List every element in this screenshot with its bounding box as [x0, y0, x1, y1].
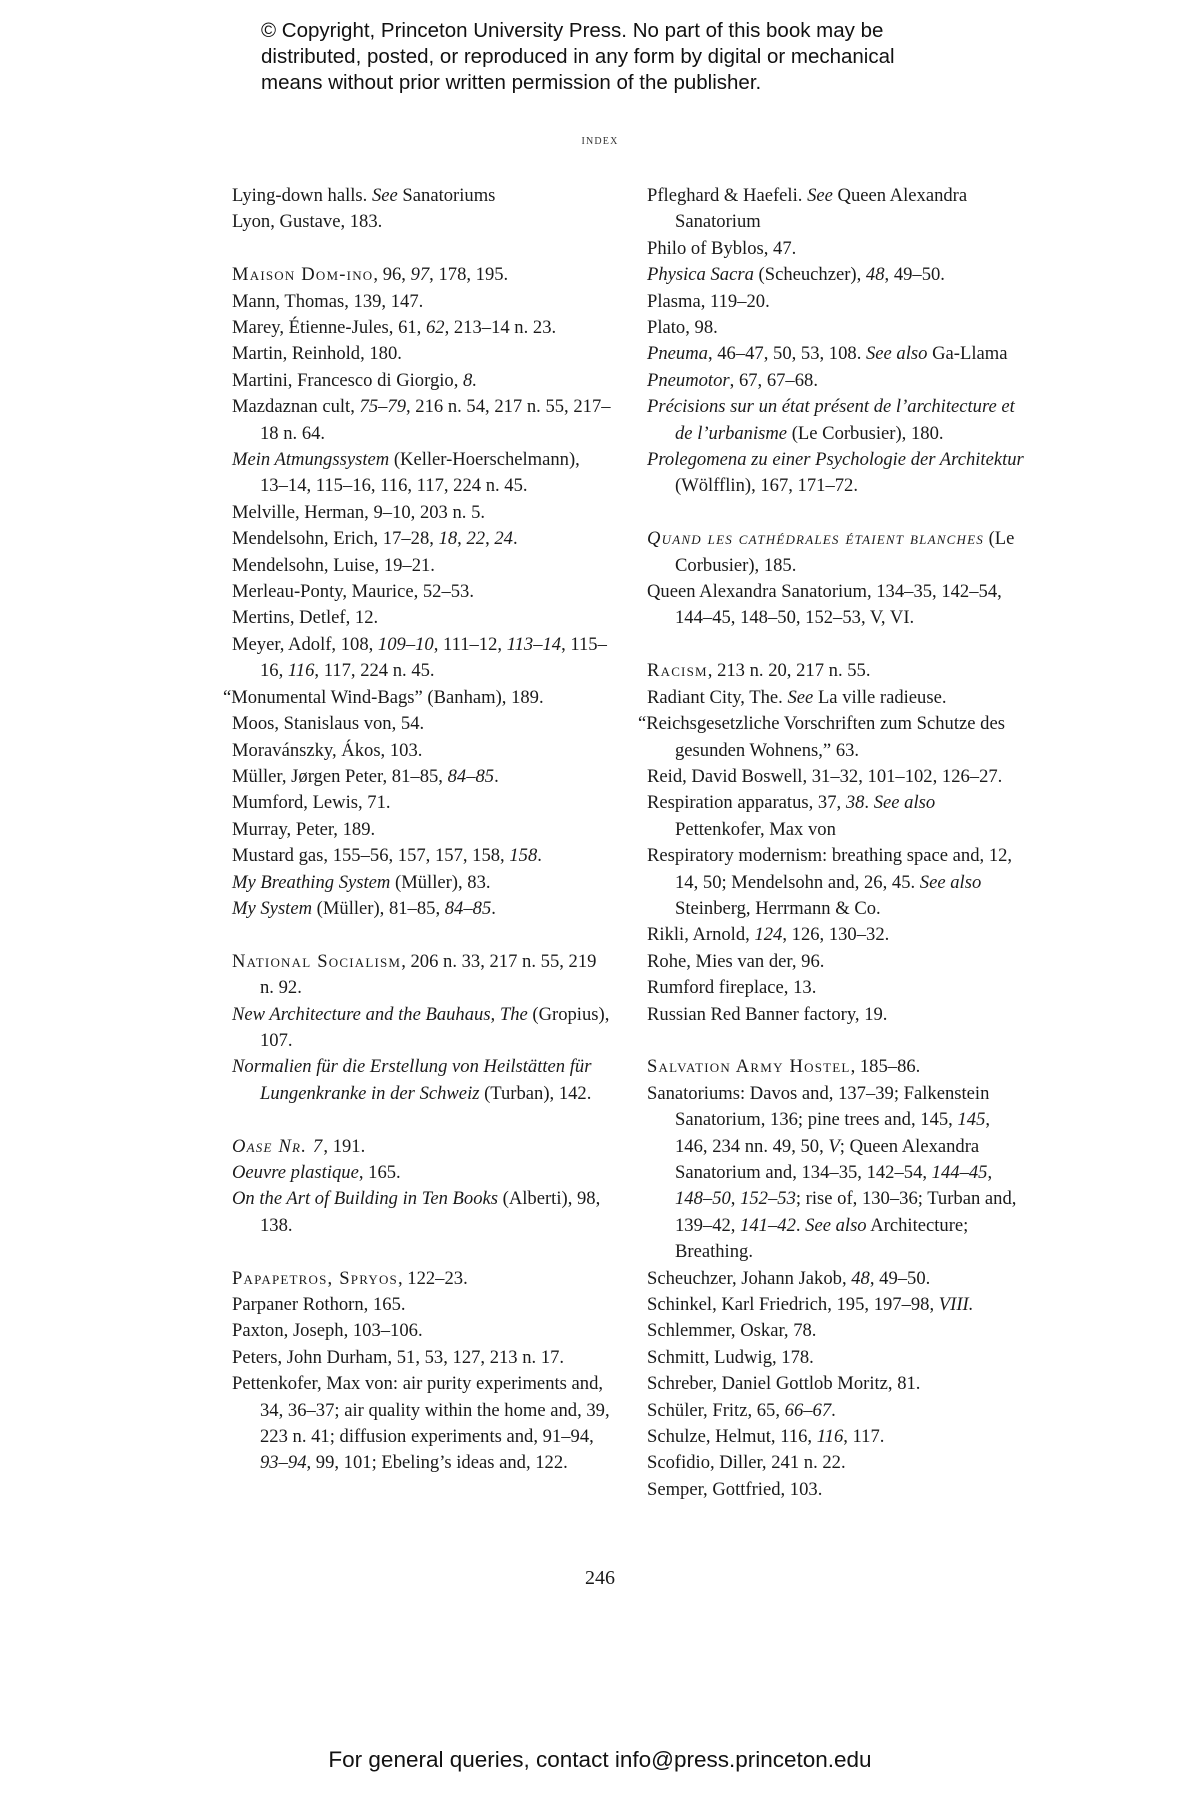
entry-text: Respiration apparatus, 37, — [647, 792, 846, 814]
index-entry — [232, 1134, 612, 1160]
entry-text: Pettenkofer, Max von: air purity experiments and, 34, 36–37; air quality within the home and, 39, 223 n. 41; diffusion experiments and, 91–94, — [232, 1373, 610, 1448]
entry-text: , 49–50. — [869, 1267, 931, 1289]
entry-text: Meyer, Adolf, 108, — [232, 633, 378, 655]
italic-text: 124 — [754, 924, 783, 946]
italic-text: Pneuma — [647, 343, 708, 365]
entry-text: Schlemmer, Oskar, 78. — [647, 1320, 817, 1342]
index-entry — [647, 1292, 1027, 1318]
entry-text: Ga-Llama — [927, 343, 1008, 365]
index-entry — [232, 1292, 612, 1318]
copyright-line: © Copyright, Princeton University Press. No part of this book may be — [261, 19, 884, 42]
entry-text: Radiant City, The. — [647, 686, 788, 708]
entry-text: Schinkel, Karl Friedrich, 195, 197–98, — [647, 1294, 939, 1316]
entry-text: Mazdaznan cult, — [232, 396, 360, 418]
entry-text: , 185–86. — [850, 1056, 921, 1078]
entry-text: , 216 n. 54, 217 n. 55, 217–18 n. 64. — [260, 396, 611, 444]
index-entry — [647, 1398, 1027, 1424]
index-heading-term: Papapetros, Spryos — [232, 1267, 398, 1289]
index-entry — [647, 685, 1027, 711]
entry-text: Mendelsohn, Luise, 19–21. — [232, 554, 435, 576]
italic-text: Précisions sur un état présent de l’architecture et de l’urbanisme — [647, 396, 1015, 444]
entry-text: . — [795, 1214, 806, 1236]
entry-text: Rumford fireplace, 13. — [647, 977, 817, 999]
italic-text: See also — [873, 792, 936, 814]
index-heading-term: Oase Nr. 7 — [232, 1135, 324, 1157]
index-entry — [232, 262, 612, 288]
italic-text: Oeuvre plastique — [232, 1161, 359, 1183]
section-gap — [232, 236, 612, 262]
index-entry — [647, 289, 1027, 315]
entry-text: Rikli, Arnold, — [647, 924, 755, 946]
entry-text: (Le Corbusier), 185. — [675, 528, 1015, 576]
index-entry — [232, 632, 612, 685]
index-entry — [647, 1266, 1027, 1292]
entry-text: (Alberti), 98, 138. — [260, 1188, 601, 1236]
entry-text: , 96, — [373, 264, 411, 286]
index-entry — [232, 1160, 612, 1186]
entry-text: “Reichsgesetzliche Vorschriften zum Schutze des gesunden Wohnens,” 63. — [638, 713, 1005, 761]
index-entry — [232, 817, 612, 843]
entry-text: , — [730, 1188, 741, 1210]
index-entry — [232, 605, 612, 631]
index-entry — [647, 843, 1027, 922]
entry-text: Müller, Jørgen Peter, 81–85, — [232, 765, 448, 787]
index-entry — [647, 764, 1027, 790]
index-entry — [232, 289, 612, 315]
index-entry — [232, 1371, 612, 1477]
italic-text: Physica Sacra — [647, 264, 754, 286]
section-gap — [647, 1028, 1027, 1054]
index-entry — [647, 975, 1027, 1001]
entry-text: Sanatoriums — [397, 185, 496, 206]
entry-text: , 126, 130–32. — [782, 924, 890, 946]
entry-text: Mustard gas, 155–56, 157, 157, 158, — [232, 845, 510, 867]
index-entry — [647, 1054, 1027, 1080]
entry-text: , — [987, 1161, 993, 1183]
italic-text: See also — [919, 871, 982, 893]
entry-text: , 46–47, 50, 53, 108. — [707, 343, 866, 365]
entry-text: (Müller), 83. — [390, 871, 491, 893]
entry-text: . — [491, 897, 496, 919]
entry-text: , 191. — [323, 1135, 366, 1157]
entry-text: Murray, Peter, 189. — [232, 818, 376, 840]
italic-text: 75–79 — [359, 396, 406, 418]
italic-text: On the Art of Building in Ten Books — [232, 1188, 498, 1210]
index-entry — [647, 315, 1027, 341]
index-entry — [232, 764, 612, 790]
italic-text: 84–85 — [447, 765, 495, 787]
entry-text: Martin, Reinhold, 180. — [232, 343, 402, 365]
index-heading-term: Salvation Army Hostel — [647, 1056, 851, 1078]
italic-text: 148–50 — [675, 1188, 731, 1210]
index-entry — [647, 368, 1027, 394]
index-entry — [647, 236, 1027, 262]
entry-text: Lying-down halls. — [232, 185, 372, 206]
index-entry — [232, 711, 612, 737]
entry-text: Reid, David Boswell, 31–32, 101–102, 126–27. — [647, 765, 1003, 787]
entry-text: , 178, 195. — [429, 264, 509, 286]
entry-text: , 117. — [843, 1426, 885, 1448]
entry-text: (Keller-Hoerschelmann), 13–14, 115–16, 116, 117, 224 n. 45. — [260, 449, 580, 497]
entry-text: Mertins, Detlef, 12. — [232, 607, 379, 629]
italic-text: See also — [805, 1214, 867, 1236]
running-head-label: index — [581, 132, 619, 148]
entry-text: Plato, 98. — [647, 317, 718, 339]
index-entry — [232, 738, 612, 764]
entry-text: . — [494, 765, 499, 787]
entry-text: , 213–14 n. 23. — [444, 317, 557, 339]
index-entry — [647, 526, 1027, 579]
entry-text: Schüler, Fritz, 65, — [647, 1399, 785, 1421]
entry-text: Architecture; Breathing. — [675, 1214, 969, 1263]
index-entry — [232, 896, 612, 922]
index-entry — [647, 341, 1027, 367]
entry-text: , 99, 101; Ebeling’s ideas and, 122. — [306, 1452, 568, 1474]
entry-text: , 111–12, — [433, 633, 507, 655]
italic-text: See — [371, 185, 398, 206]
index-entry — [232, 1054, 612, 1107]
entry-text: Martini, Francesco di Giorgio, — [232, 369, 464, 391]
italic-text: My Breathing System — [232, 871, 391, 893]
index-entry — [647, 447, 1027, 500]
entry-text: , 206 n. 33, 217 n. 55, 219 n. 92. — [260, 950, 597, 999]
italic-text: Prolegomena zu einer Psychologie der Architektur — [647, 449, 1024, 471]
index-entry — [232, 341, 612, 367]
italic-text: My System — [232, 897, 313, 919]
italic-text: Pneumotor — [647, 369, 730, 391]
entry-text: (Gropius), 107. — [260, 1003, 610, 1051]
italic-text: Mein Atmungssystem — [232, 449, 390, 471]
entry-text: , — [457, 528, 467, 550]
entry-text: Marey, Étienne-Jules, 61, — [232, 317, 426, 339]
copyright-notice — [261, 18, 981, 96]
entry-text: Melville, Herman, 9–10, 203 n. 5. — [232, 501, 486, 523]
italic-text: 8. — [463, 369, 477, 391]
running-head — [0, 132, 1200, 149]
entry-text: , 213 n. 20, 217 n. 55. — [707, 660, 871, 682]
index-entry — [647, 262, 1027, 288]
index-entry — [232, 579, 612, 605]
index-entry — [232, 1002, 612, 1055]
index-entry — [647, 949, 1027, 975]
index-column-left — [223, 183, 612, 1477]
italic-text: 48 — [865, 264, 885, 286]
entry-text: Scofidio, Diller, 241 n. 22. — [647, 1452, 846, 1474]
copyright-line: means without prior written permission of the publisher. — [261, 71, 762, 94]
entry-text: (Müller), 81–85, — [312, 897, 445, 919]
index-entry — [647, 579, 1027, 632]
entry-text: (Turban), 142. — [479, 1082, 592, 1104]
copyright-line: distributed, posted, or reproduced in any form by digital or mechanical — [261, 45, 895, 68]
index-entry — [647, 183, 1027, 236]
index-entry — [232, 1345, 612, 1371]
index-entry — [232, 553, 612, 579]
italic-text: 62 — [425, 317, 445, 339]
italic-text: 18 — [438, 528, 458, 550]
entry-text: Lyon, Gustave, 183. — [232, 211, 383, 233]
section-gap — [232, 1239, 612, 1265]
index-entry — [647, 1318, 1027, 1344]
italic-text: See — [807, 185, 833, 206]
index-entry — [232, 368, 612, 394]
italic-text: See also — [865, 343, 928, 365]
index-entry — [232, 447, 612, 500]
entry-text: Russian Red Banner factory, 19. — [647, 1003, 888, 1025]
italic-text: 93–94 — [260, 1452, 307, 1474]
section-gap — [232, 922, 612, 948]
entry-text: Sanatoriums: Davos and, 137–39; Falkenstein Sanatorium, 136; pine trees and, 145, — [647, 1082, 990, 1131]
entry-text: . — [864, 792, 874, 814]
entry-text: , 117, 224 n. 45. — [314, 660, 435, 682]
index-heading-term: Racism — [647, 660, 708, 682]
entry-text: Scheuchzer, Johann Jakob, — [647, 1267, 852, 1289]
index-entry — [647, 922, 1027, 948]
index-entry — [638, 711, 1027, 764]
entry-text: “Monumental Wind-Bags” (Banham), 189. — [223, 686, 544, 708]
index-entry — [232, 790, 612, 816]
entry-text: Rohe, Mies van der, 96. — [647, 950, 825, 972]
index-entry — [232, 183, 612, 209]
index-entry — [232, 209, 612, 235]
italic-text: 66–67 — [784, 1399, 832, 1421]
italic-text: 109–10 — [377, 633, 434, 655]
index-entry — [232, 1266, 612, 1292]
index-heading-term: Quand les cathédrales étaient blanches — [647, 528, 984, 550]
entry-text: Mendelsohn, Erich, 17–28, — [232, 528, 439, 550]
entry-text: Semper, Gottfried, 103. — [647, 1478, 823, 1500]
italic-text: 84–85 — [444, 897, 492, 919]
entry-text: Steinberg, Herrmann & Co. — [675, 897, 881, 919]
italic-text: See — [787, 686, 814, 708]
index-entry — [232, 949, 612, 1002]
italic-text: 48 — [851, 1267, 870, 1289]
entry-text: Pettenkofer, Max von — [675, 818, 836, 840]
index-entry — [232, 500, 612, 526]
italic-text: 38 — [845, 792, 865, 814]
index-entry — [232, 1318, 612, 1344]
italic-text: Normalien für die Erstellung von Heilstätten für Lungenkranke in der Schweiz — [232, 1056, 592, 1104]
entry-text: Queen Alexandra Sanatorium, 134–35, 142–54, 144–45, 148–50, 152–53, V, VI. — [647, 581, 1002, 629]
entry-text: Moravánszky, Ákos, 103. — [232, 739, 423, 761]
index-entry — [647, 1081, 1027, 1266]
index-column-right — [638, 183, 1027, 1503]
entry-text: Schmitt, Ludwig, 178. — [647, 1346, 814, 1368]
entry-text: Philo of Byblos, 47. — [647, 237, 797, 259]
entry-text: Mann, Thomas, 139, 147. — [232, 290, 424, 312]
entry-text: , 115–16, — [260, 633, 607, 682]
entry-text: Respiratory modernism: breathing space and, 12, 14, 50; Mendelsohn and, 26, 45. — [647, 845, 1013, 893]
index-entry — [647, 1424, 1027, 1450]
entry-text: ; Queen Alexandra Sanatorium and, 134–35, 142–54, — [675, 1135, 980, 1183]
entry-text: . — [537, 845, 542, 867]
entry-text: ; rise of, 130–36; Turban and, 139–42, — [675, 1188, 1017, 1236]
entry-text: , 67, 67–68. — [729, 369, 818, 391]
italic-text: 116 — [287, 660, 315, 682]
italic-text: 97 — [410, 264, 430, 286]
entry-text: . — [512, 528, 518, 550]
entry-text: (Scheuchzer), — [753, 264, 866, 286]
italic-text: 24 — [494, 528, 513, 550]
footer-contact: For general queries, contact info@press.princeton.edu — [328, 1747, 872, 1772]
index-entry — [647, 1450, 1027, 1476]
italic-text: 22 — [466, 528, 486, 550]
italic-text: VIII. — [938, 1294, 974, 1316]
index-entry — [232, 870, 612, 896]
entry-text: Plasma, 119–20. — [647, 290, 770, 312]
italic-text: 152–53 — [740, 1188, 796, 1210]
entry-text: (Wölfflin), 167, 171–72. — [675, 475, 858, 497]
page-number: 246 — [585, 1567, 615, 1589]
italic-text: 141–42 — [740, 1214, 796, 1236]
entry-text: Schreber, Daniel Gottlob Moritz, 81. — [647, 1373, 921, 1395]
index-entry — [647, 1477, 1027, 1503]
index-entry — [647, 1002, 1027, 1028]
entry-text: . — [831, 1399, 836, 1421]
entry-text: , 146, 234 nn. 49, 50, — [675, 1109, 991, 1157]
section-gap — [647, 632, 1027, 658]
entry-text: Peters, John Durham, 51, 53, 127, 213 n. 17. — [232, 1346, 565, 1368]
italic-text: 144–45 — [931, 1161, 988, 1183]
entry-text: Queen Alexandra Sanatorium — [675, 185, 968, 233]
italic-text: 145 — [957, 1109, 986, 1131]
italic-text: 113–14 — [506, 633, 562, 655]
index-entry — [232, 315, 612, 341]
entry-text: Parpaner Rothorn, 165. — [232, 1294, 406, 1315]
section-gap — [232, 1107, 612, 1133]
index-entry — [647, 394, 1027, 447]
index-entry — [232, 394, 612, 447]
index-entry — [223, 685, 612, 711]
index-heading-term: Maison Dom-ino — [232, 264, 374, 286]
entry-text: , 49–50. — [884, 264, 945, 286]
index-entry — [647, 790, 1027, 843]
italic-text: New Architecture and the Bauhaus, The — [232, 1003, 528, 1025]
entry-text: , — [485, 528, 495, 550]
entry-text: (Le Corbusier), 180. — [787, 422, 944, 444]
index-heading-term: National Socialism — [232, 950, 402, 972]
entry-text: Merleau-Ponty, Maurice, 52–53. — [232, 581, 474, 603]
index-entry — [647, 1371, 1027, 1397]
entry-text: Paxton, Joseph, 103–106. — [232, 1320, 423, 1342]
entry-text: Moos, Stanislaus von, 54. — [232, 713, 425, 735]
entry-text: , 165. — [358, 1161, 401, 1183]
section-gap — [647, 500, 1027, 526]
entry-text: Pfleghard & Haefeli. — [647, 185, 808, 206]
entry-text: Mumford, Lewis, 71. — [232, 792, 391, 814]
italic-text: 116 — [816, 1426, 844, 1448]
entry-text: , 122–23. — [397, 1267, 468, 1289]
italic-text: V — [828, 1135, 840, 1157]
entry-text: Schulze, Helmut, 116, — [647, 1426, 817, 1448]
italic-text: 158 — [509, 845, 538, 867]
index-entry — [232, 843, 612, 869]
index-entry — [232, 1186, 612, 1239]
entry-text: La ville radieuse. — [813, 686, 947, 708]
index-entry — [232, 526, 612, 552]
index-entry — [647, 1345, 1027, 1371]
index-entry — [647, 658, 1027, 684]
